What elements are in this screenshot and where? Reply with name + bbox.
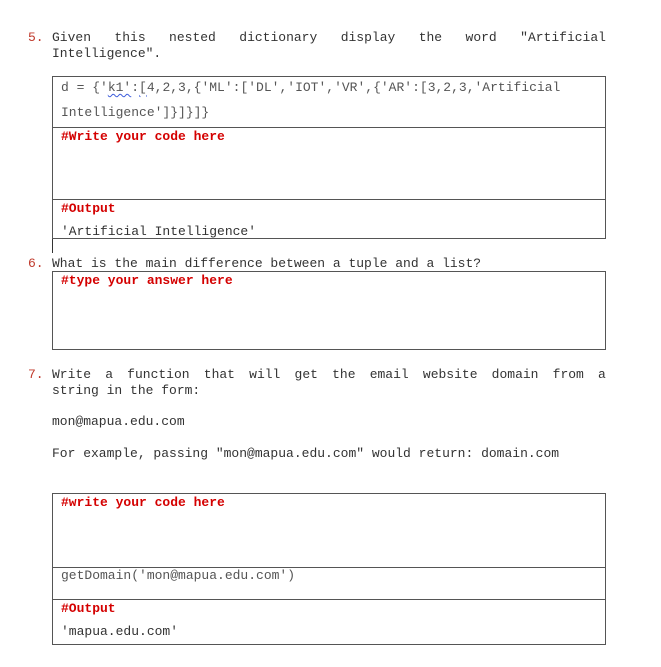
q7-word: get: [294, 367, 318, 382]
q7-output-value: 'mapua.edu.com': [61, 624, 179, 639]
q7-question-line2: string in the form:: [52, 383, 201, 398]
q5-word: word: [465, 30, 497, 45]
q5-word: the: [418, 30, 443, 45]
q6-number: 6.: [28, 256, 44, 271]
q7-word: will: [249, 367, 281, 382]
q5-dict-line2: Intelligence']}]}]}: [61, 105, 210, 120]
q5-word: this: [114, 30, 146, 45]
q5-word: dictionary: [239, 30, 318, 45]
q7-code-table: [52, 493, 606, 645]
q7-output-cell: [53, 599, 605, 645]
q7-word: a: [598, 367, 606, 382]
q5-question-line1: [52, 30, 606, 45]
q7-number: 7.: [28, 367, 44, 382]
q5-word: nested: [169, 30, 216, 45]
q7-word: email: [369, 367, 409, 382]
q7-call-cell: [53, 567, 605, 599]
q5-word: display: [340, 30, 396, 45]
q5-dict-line1: d = {'k1':[4,2,3,{'ML':['DL','IOT','VR',{'AR':[3,2,3,'Artificial: [61, 80, 561, 95]
q7-word: the: [332, 367, 356, 382]
q7-word: from: [552, 367, 584, 382]
q7-example-text: For example, passing "mon@mapua.edu.com" would return: domain.com: [52, 446, 560, 461]
q7-example-email: mon@mapua.edu.com: [52, 414, 185, 429]
q5-output-value: 'Artificial Intelligence': [61, 224, 257, 239]
q7-output-label: #Output: [61, 601, 116, 616]
q5-output-label: #Output: [61, 201, 116, 216]
text-cursor: [52, 239, 53, 253]
q5-code-input-cell[interactable]: [53, 127, 605, 199]
q5-dict-cell: [53, 77, 605, 127]
q5-word: Given: [52, 30, 92, 45]
q7-call: getDomain('mon@mapua.edu.com'): [61, 568, 296, 583]
q5-number: 5.: [28, 30, 44, 45]
q7-code-input-cell[interactable]: [53, 494, 605, 567]
q7-word: website: [422, 367, 478, 382]
q7-word: that: [203, 367, 235, 382]
q5-write-label: #Write your code here: [61, 129, 225, 144]
q7-word: Write: [52, 367, 92, 382]
q5-question-line2: Intelligence".: [52, 46, 162, 61]
q5-output-cell: [53, 199, 605, 239]
q7-word: function: [127, 367, 190, 382]
q7-word: a: [105, 367, 113, 382]
q5-code-table: [52, 76, 606, 239]
q6-answer-box[interactable]: [52, 271, 606, 350]
q7-word: domain: [491, 367, 539, 382]
q6-question: What is the main difference between a tuple and a list?: [52, 256, 482, 271]
q5-word: "Artificial: [520, 30, 606, 45]
q6-answer-label: #type your answer here: [61, 273, 233, 288]
q7-write-label: #write your code here: [61, 495, 225, 510]
q7-question-line1: [52, 367, 606, 382]
